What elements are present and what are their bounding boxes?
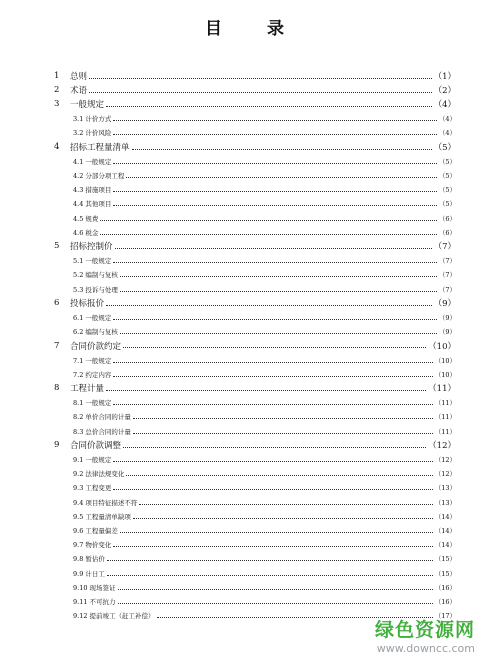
toc-leader-dots	[133, 418, 433, 419]
toc-entry-page: （5）	[438, 157, 456, 166]
watermark-text: 绿色资源网	[374, 619, 475, 641]
toc-entry-page: （13）	[434, 484, 456, 493]
toc-entry-page: （10）	[434, 370, 456, 379]
toc-entry	[0, 183, 489, 197]
toc-leader-dots	[133, 433, 433, 434]
toc-entry-label: 4.6 税金	[73, 228, 99, 237]
toc-leader-dots	[157, 617, 433, 618]
toc-entry-page: （11）	[428, 384, 456, 395]
toc-entry-line	[73, 313, 456, 322]
toc-leader-dots	[113, 134, 436, 135]
toc-entry-line	[73, 597, 456, 606]
toc-entry-line	[73, 412, 456, 421]
toc-entry	[0, 239, 489, 253]
toc-entry	[0, 580, 489, 594]
toc-entry-number: 9	[54, 440, 60, 451]
toc-leader-dots	[113, 191, 436, 192]
toc-entry	[0, 296, 489, 310]
toc-entry	[0, 594, 489, 608]
toc-leader-dots	[113, 362, 432, 363]
toc-entry-line	[70, 340, 456, 352]
toc-entry	[0, 69, 489, 83]
toc-leader-dots	[113, 489, 432, 490]
toc-leader-dots	[89, 92, 432, 93]
toc-entry-line	[73, 356, 456, 365]
toc-entry	[0, 566, 489, 580]
toc-entry-line	[70, 70, 456, 82]
toc-entry-label: 8.3 总价合同的计量	[73, 427, 131, 436]
toc-entry-line	[73, 427, 456, 436]
toc-leader-dots	[89, 78, 432, 79]
toc-entry	[0, 523, 489, 537]
toc-leader-dots	[120, 532, 433, 533]
toc-entry-label: 9.7 物价变化	[73, 541, 112, 550]
toc-leader-dots	[100, 220, 436, 221]
toc-entry-page: （15）	[434, 555, 456, 564]
toc-entry-number: 5	[54, 241, 60, 252]
toc-entry-page: （17）	[434, 612, 456, 621]
toc-entry	[0, 197, 489, 211]
toc-entry-page: （10）	[434, 356, 456, 365]
toc-entry	[0, 509, 489, 523]
toc-entry-line	[73, 455, 456, 464]
toc-entry-page: （2）	[433, 86, 456, 97]
toc-leader-dots	[115, 248, 432, 249]
toc-entry-line	[73, 327, 456, 336]
toc-entry	[0, 310, 489, 324]
toc-entry-page: （9）	[438, 313, 456, 322]
toc-entry-page: （11）	[434, 413, 456, 422]
toc-entry-label: 工程计量	[70, 384, 105, 395]
toc-entry	[0, 168, 489, 182]
toc-entry-page: （12）	[434, 455, 456, 464]
toc-leader-dots	[107, 560, 433, 561]
toc-entry-label: 9.12 提前竣工（赶工补偿）	[73, 612, 155, 621]
toc-entry-line	[73, 526, 456, 535]
toc-entry	[0, 112, 489, 126]
toc-entry-number: 4	[54, 142, 60, 152]
toc-entry	[0, 353, 489, 367]
toc-entry	[0, 367, 489, 381]
toc-entry-label: 9.11 不可抗力	[73, 597, 116, 606]
toc-entry-line	[70, 84, 456, 96]
toc-entry-page: （1）	[433, 72, 456, 82]
toc-entry-page: （7）	[438, 257, 456, 266]
toc-entry-label: 3.2 计价风险	[73, 129, 112, 138]
toc-entry-label: 总则	[70, 72, 88, 82]
toc-entry-line	[70, 382, 456, 394]
toc-entry	[0, 282, 489, 296]
toc-entry-label: 9.3 工程变更	[73, 484, 112, 493]
toc-entry	[0, 325, 489, 339]
toc-entry-label: 9.2 法律法规变化	[73, 470, 125, 479]
toc-entry-label: 6.1 一般规定	[73, 313, 112, 322]
toc-entry-line	[70, 98, 456, 110]
toc-entry-line	[73, 469, 456, 478]
watermark	[375, 621, 475, 654]
toc-entry-line	[73, 256, 456, 265]
toc-entry	[0, 438, 489, 452]
toc-leader-dots	[113, 319, 436, 320]
toc-entry-page: （11）	[434, 427, 456, 436]
toc-entry-number: 2	[54, 85, 60, 96]
toc-leader-dots	[100, 234, 436, 235]
toc-entry-line	[73, 583, 456, 592]
toc-leader-dots	[123, 347, 426, 348]
toc-entry-page: （16）	[434, 583, 456, 592]
toc-entry-label: 4.4 其他项目	[73, 200, 112, 209]
toc-leader-dots	[132, 149, 432, 150]
toc-entry	[0, 211, 489, 225]
toc-entry-label: 一般规定	[70, 100, 105, 111]
toc-leader-dots	[139, 504, 432, 505]
toc-entry-page: （16）	[434, 597, 456, 606]
toc-leader-dots	[120, 276, 437, 277]
toc-leader-dots	[113, 205, 436, 206]
toc-leader-dots	[113, 262, 436, 263]
toc-entry	[0, 552, 489, 566]
toc-entry	[0, 381, 489, 395]
toc-entry-line	[73, 483, 456, 492]
toc-leader-dots	[113, 376, 432, 377]
toc-leader-dots	[113, 461, 432, 462]
toc-entry	[0, 268, 489, 282]
toc-entry-line	[73, 270, 456, 279]
toc-entry-page: （9）	[433, 299, 456, 310]
toc-entry-label: 8.2 单价合同的计量	[73, 413, 131, 422]
toc-entry-label: 9.4 项目特征描述不符	[73, 498, 138, 507]
toc-entry-page: （9）	[438, 328, 456, 337]
toc-leader-dots	[120, 333, 437, 334]
toc-entry-page: （4）	[433, 100, 456, 111]
page-title: 目 录	[205, 19, 298, 39]
toc-entry-label: 术语	[70, 86, 88, 97]
toc-entry-page: （5）	[438, 186, 456, 195]
toc-entry-line	[73, 228, 456, 237]
toc-entry-line	[73, 185, 456, 194]
toc-entry-page: （4）	[438, 115, 456, 124]
toc-entry	[0, 452, 489, 466]
toc-entry	[0, 467, 489, 481]
toc-entry-label: 7.1 一般规定	[73, 356, 112, 365]
toc-entry-line	[73, 398, 456, 407]
toc-entry-page: （7）	[438, 285, 456, 294]
toc-leader-dots	[107, 575, 433, 576]
toc-leader-dots	[118, 603, 433, 604]
toc-entry-label: 8.1 一般规定	[73, 399, 112, 408]
toc-entry-label: 9.6 工程量偏差	[73, 526, 118, 535]
toc-entry-label: 5.3 投诉与处理	[73, 285, 118, 294]
toc-leader-dots	[113, 404, 432, 405]
toc-entry-line	[73, 554, 456, 563]
toc-entry-page: （13）	[434, 498, 456, 507]
toc-leader-dots	[120, 291, 437, 292]
toc-entry-label: 合同价款约定	[70, 341, 122, 352]
toc-entry-line	[73, 569, 456, 578]
toc-entry-label: 5.1 一般规定	[73, 257, 112, 266]
toc-entry-label: 9.9 计日工	[73, 569, 105, 578]
toc-entry-line	[70, 297, 456, 309]
toc-entry-label: 9.10 现场签证	[73, 583, 116, 592]
toc-leader-dots	[133, 518, 433, 519]
toc-entry-label: 4.2 分部分项工程	[73, 171, 125, 180]
toc-leader-dots	[106, 390, 426, 391]
toc-entry	[0, 424, 489, 438]
toc-entry	[0, 396, 489, 410]
toc-entry-label: 5.2 编制与复核	[73, 271, 118, 280]
toc-entry-page: （12）	[434, 470, 456, 479]
toc-entry	[0, 495, 489, 509]
toc-entry-label: 合同价款调整	[70, 441, 122, 452]
toc-entry-number: 3	[54, 99, 60, 110]
toc-entry-line	[73, 128, 456, 137]
toc-entry	[0, 225, 489, 239]
toc-entry	[0, 140, 489, 154]
toc-entry-page: （7）	[438, 271, 456, 280]
toc-entry-page: （7）	[433, 242, 456, 253]
toc-entry-label: 4.5 规费	[73, 214, 99, 223]
toc-entry-line	[73, 285, 456, 294]
toc-entry-page: （5）	[433, 143, 456, 153]
toc-entry-label: 9.8 暂估价	[73, 555, 105, 564]
toc-entry-page: （5）	[438, 200, 456, 209]
toc-entry	[0, 481, 489, 495]
toc-entry-line	[73, 157, 456, 166]
toc-entry	[0, 83, 489, 97]
toc-leader-dots	[106, 106, 432, 107]
toc-entry-line	[73, 214, 456, 223]
toc-entry	[0, 339, 489, 353]
toc-leader-dots	[106, 305, 432, 306]
toc-entry-number: 8	[54, 383, 60, 394]
toc-entry-label: 9.5 工程量清单缺项	[73, 512, 131, 521]
toc-entry-line	[73, 114, 456, 123]
toc-entry-line	[70, 141, 456, 153]
toc-entry-label: 9.1 一般规定	[73, 455, 112, 464]
toc-entry-line	[73, 171, 456, 180]
toc-entry-line	[73, 540, 456, 549]
toc-entry-label: 6.2 编制与复核	[73, 328, 118, 337]
toc-leader-dots	[113, 120, 436, 121]
toc-entry-number: 1	[54, 71, 60, 81]
toc-entry-label: 招标控制价	[70, 242, 113, 253]
toc-entry-page: （5）	[438, 171, 456, 180]
toc-entry-line	[70, 240, 456, 252]
toc-entry-line	[73, 370, 456, 379]
toc-leader-dots	[126, 177, 436, 178]
toc-entry-label: 4.1 一般规定	[73, 157, 112, 166]
toc-entry	[0, 154, 489, 168]
toc-entry-page: （4）	[438, 129, 456, 138]
toc-entry-label: 3.1 计价方式	[73, 115, 112, 124]
toc-entry-line	[70, 439, 456, 451]
toc-leader-dots	[113, 546, 432, 547]
toc-entry-line	[73, 199, 456, 208]
toc-entry-line	[73, 498, 456, 507]
toc-leader-dots	[123, 447, 426, 448]
toc-entry-page: （14）	[434, 541, 456, 550]
toc-entry-label: 4.3 措施项目	[73, 186, 112, 195]
toc-entry-page: （11）	[434, 399, 456, 408]
toc-entry	[0, 126, 489, 140]
toc-leader-dots	[126, 475, 432, 476]
watermark-url: www.downcc.com	[376, 642, 475, 655]
toc-leader-dots	[118, 589, 433, 590]
toc-entry	[0, 410, 489, 424]
toc-entry-page: （6）	[438, 228, 456, 237]
toc-entry-page: （12）	[428, 441, 456, 452]
toc-entry-page: （14）	[434, 526, 456, 535]
toc-entry-page: （10）	[428, 341, 456, 352]
toc-entry-number: 6	[54, 298, 60, 309]
toc-entry	[0, 97, 489, 111]
toc-entry	[0, 254, 489, 268]
toc-entry-label: 7.2 约定内容	[73, 370, 112, 379]
toc-entry-label: 投标报价	[70, 299, 105, 310]
toc-entry-line	[73, 512, 456, 521]
toc-entry-number: 7	[54, 340, 60, 351]
toc-leader-dots	[113, 163, 436, 164]
toc-entry-label: 招标工程量清单	[70, 143, 130, 153]
toc-entry-page: （15）	[434, 569, 456, 578]
toc-entry-page: （6）	[438, 214, 456, 223]
toc-entry-page: （14）	[434, 512, 456, 521]
toc-entry	[0, 538, 489, 552]
